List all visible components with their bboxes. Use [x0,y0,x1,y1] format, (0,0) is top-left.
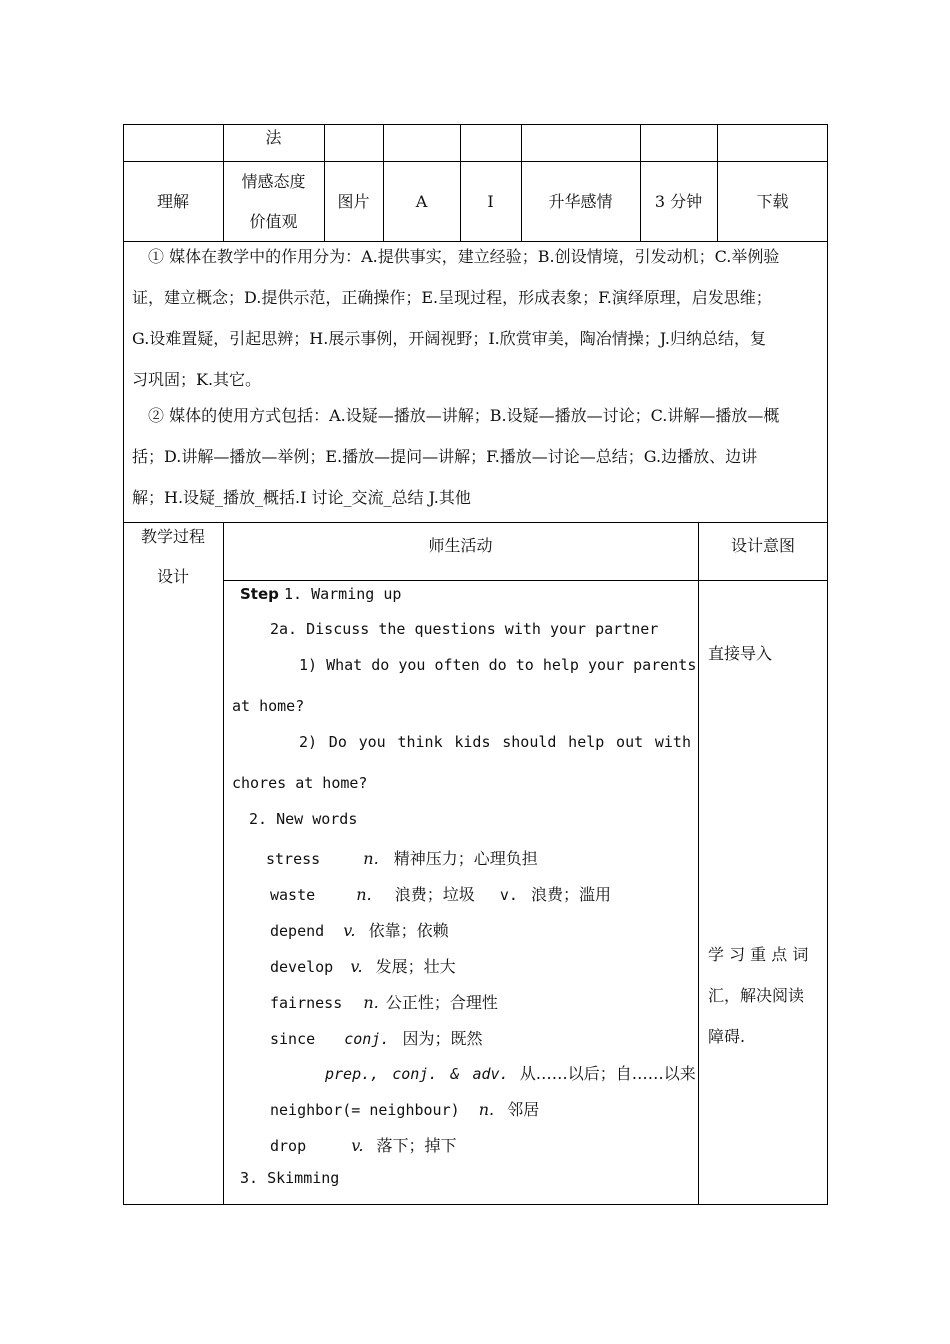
vocab-meaning: 公正性；合理性 [385,993,498,1012]
vocab-word: neighbor(= neighbour) [270,1101,460,1119]
intent-2 [708,934,818,1057]
vocab-meaning: 落下；掉下 [376,1136,457,1155]
vocab-pos: n. [356,885,372,904]
vocab-word: drop [270,1137,307,1155]
vocab-word: since [270,1030,316,1048]
vocab-meaning: 邻居 [507,1100,540,1119]
task-2a: 2a. Discuss the questions with your partner [270,620,659,638]
vocab-meaning: 因为；既然 [402,1029,483,1048]
dimension-cell [223,161,324,242]
new-words-title: 2. New words [249,810,358,828]
vocab-item [270,882,611,905]
vocab-word: depend [270,922,325,940]
vocab-word: waste [270,886,316,904]
vocab-item [270,918,449,941]
vocab-pos: v. [350,957,363,976]
usage-cell: I [487,191,494,211]
vocab-word: develop [270,958,334,976]
note-1-line: ① 媒体在教学中的作用分为：A.提供事实，建立经验；B.创设情境，引发动机；C.举例验 [148,247,780,266]
question-1-line-1: 1) What do you often do to help your parents [299,656,697,674]
process-label-line-2: 设计 [156,567,189,586]
vocab-item [270,1026,483,1049]
intent-2-line: 障碍. [708,1027,746,1046]
intent-header: 设计意图 [730,536,795,555]
vocab-word: stress [266,850,321,868]
vocab-item [270,1097,539,1120]
intent-2-line: 汇，解决阅读 [708,986,805,1005]
vocab-item [270,990,498,1013]
vocab-item [270,954,456,977]
row-divider [223,580,828,581]
dimension-line-1: 情感态度 [241,171,306,191]
question-1-line-2: at home? [232,697,305,715]
note-2-line: 解；H.设疑_播放_概括.I 讨论_交流_总结 J.其他 [132,488,471,507]
vocab-pos: n. [478,1100,495,1119]
vocab-pos: n. [363,993,379,1012]
vocab-meaning: 浪费；垃圾 [394,885,475,904]
step-1 [240,584,401,603]
source-cell: 下载 [756,191,789,211]
step-label: Step [240,585,279,603]
question-2-line-2: chores at home? [232,774,368,792]
vocab-meaning: 从……以后；自……以来 [519,1064,696,1083]
role-cell: A [415,191,428,211]
intent-1: 直接导入 [708,644,773,663]
vocab-pos: v. [351,1136,364,1155]
note-1-line: G.设难置疑，引起思辨；H.展示事例，开阔视野；I.欣赏审美，陶冶情操；J.归纳总结，复 [132,329,767,348]
vocab-item [270,1133,457,1156]
skimming-title: 3. Skimming [240,1169,340,1187]
vocab-word: fairness [270,994,343,1012]
vocab-pos-2: v. [499,886,518,904]
process-label-line-1: 教学过程 [140,527,205,546]
vocab-pos: prep., conj. & adv. [325,1065,509,1083]
step-title: 1. Warming up [283,585,402,603]
column-divider [698,522,699,1205]
vocab-item [325,1061,696,1084]
question-2-line-1: 2) Do you think kids should help out with [299,733,691,751]
vocab-pos: v. [343,921,356,940]
vocab-pos: n. [363,849,379,868]
note-2-line: 括；D.讲解—播放—举例；E.播放—提问—讲解；F.播放—讨论—总结；G.边播放、边讲 [132,447,758,466]
vocab-item [266,846,538,869]
note-1-line: 证，建立概念；D.提供示范，正确操作；E.呈现过程，形成表象；F.演绎原理，启发思维； [132,288,772,307]
note-2-line: ② 媒体的使用方式包括：A.设疑—播放—讲解；B.设疑—播放—讨论；C.讲解—播放—概 [148,406,780,425]
vocab-pos: conj. [344,1030,390,1048]
intent-2-line: 学 习 重 点 词 [708,945,809,964]
media-type-cell: 图片 [337,191,370,211]
method-cell-tail: 法 [265,128,282,147]
effect-cell: 升华感情 [548,191,613,211]
vocab-meaning: 依靠；依赖 [368,921,449,940]
note-1-line: 习巩固；K.其它。 [132,370,262,389]
vocab-meaning-2: 浪费；滥用 [531,885,612,904]
vocab-meaning: 发展；壮大 [375,957,456,976]
activity-header: 师生活动 [428,536,493,555]
process-label [123,516,223,598]
dimension-line-2: 价值观 [249,211,298,231]
note-1 [132,236,816,400]
duration-cell: 3 分钟 [654,191,703,211]
note-2 [132,395,816,518]
vocab-meaning: 精神压力；心理负担 [393,849,538,868]
objective-cell: 理解 [156,191,189,211]
column-divider [223,522,224,1205]
